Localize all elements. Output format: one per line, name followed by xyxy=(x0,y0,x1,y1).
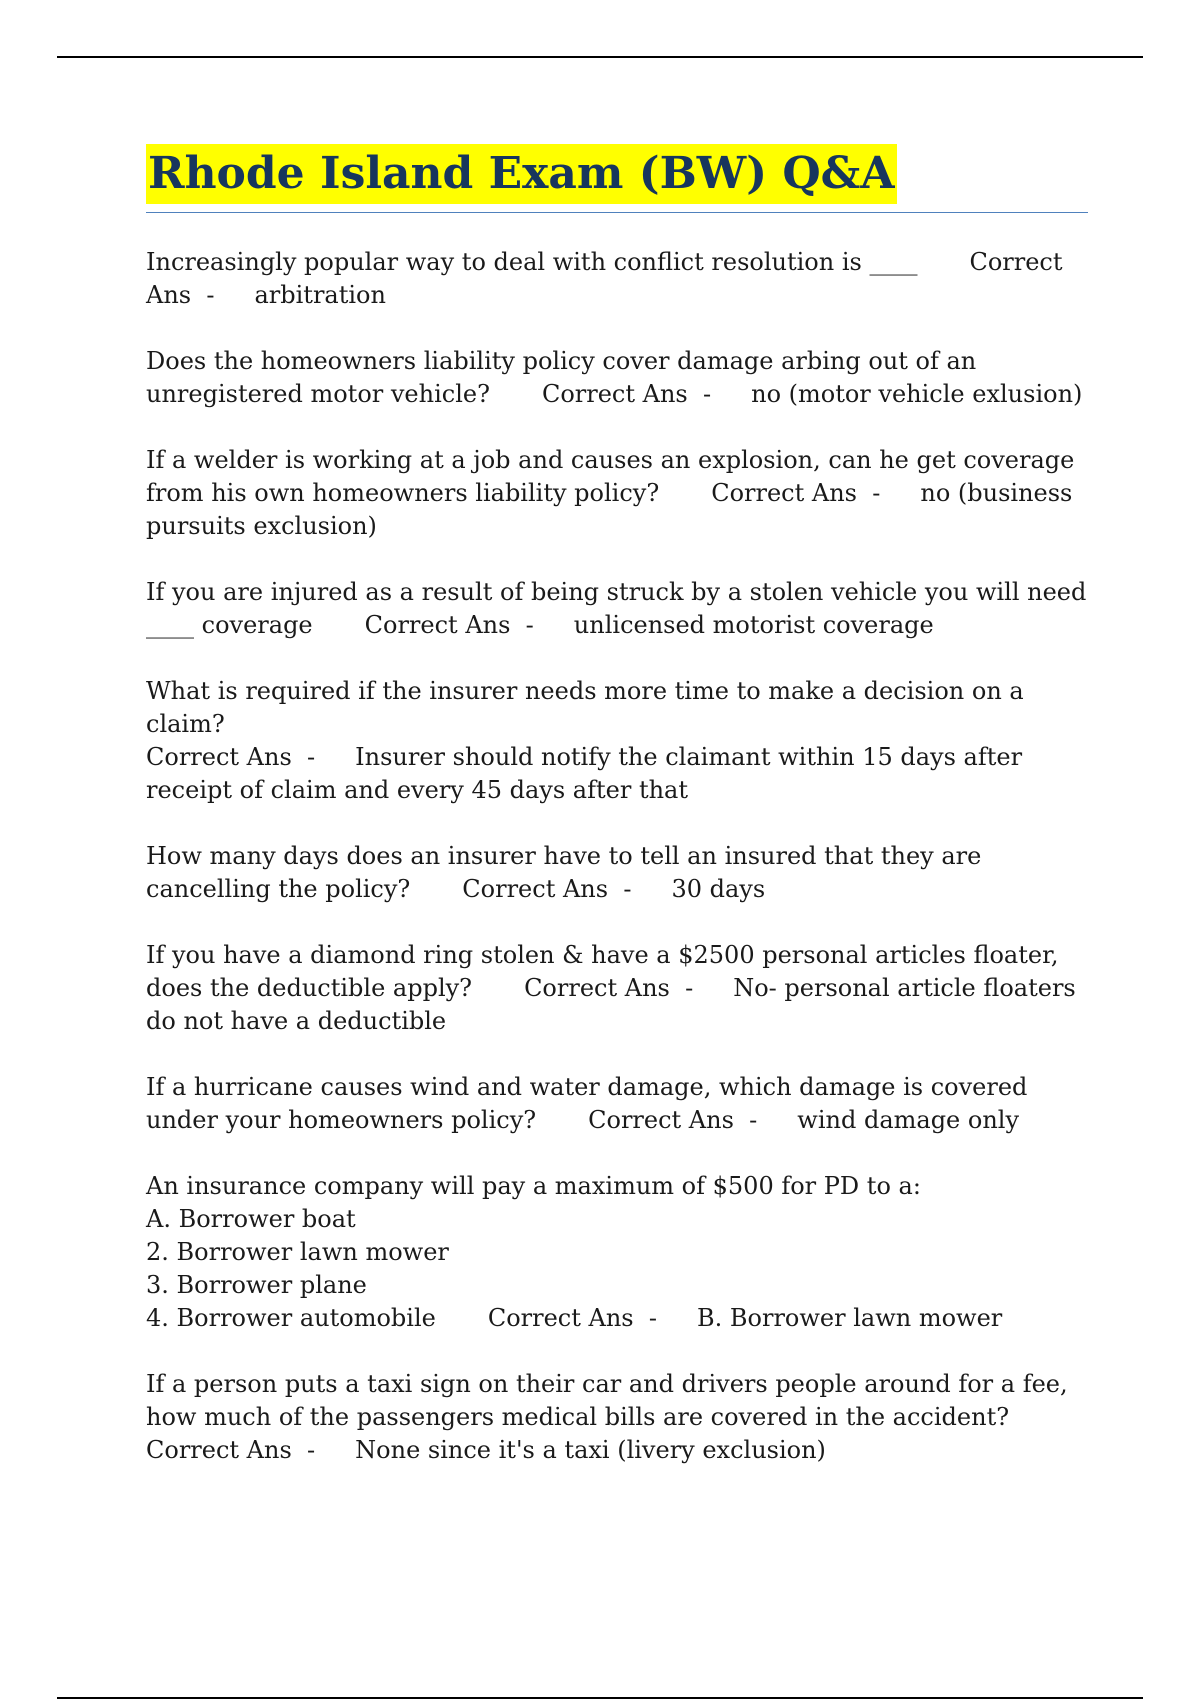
answer-text: wind damage only xyxy=(797,1106,1020,1134)
answer-text: B. Borrower lawn mower xyxy=(697,1304,1003,1332)
qa-item xyxy=(146,675,1088,807)
question-text: If you are injured as a result of being struck by a stolen vehicle you will need ____ coverage xyxy=(146,578,1095,639)
question-text: An insurance company will pay a maximum of $500 for PD to a: A. Borrower boat 2. Borrower lawn mower 3. Borrower plane 4. Borrower automobile xyxy=(146,1172,921,1332)
answer-text: Insurer should notify the claimant within 15 days after receipt of claim and every 45 days after that xyxy=(146,743,1030,804)
answer-text: 30 days xyxy=(671,875,766,903)
qa-item xyxy=(146,1071,1088,1137)
answer-prefix: Correct Ans - xyxy=(541,380,712,408)
answer-prefix: Correct Ans - xyxy=(146,248,1071,309)
answer-text: No- personal article floaters do not have a deductible xyxy=(146,974,1084,1035)
answer-text: None since it's a taxi (livery exclusion) xyxy=(355,1436,826,1464)
question-text: Does the homeowners liability policy cover damage arbing out of an unregistered motor vehicle? xyxy=(146,347,984,408)
answer-text: no (motor vehicle exlusion) xyxy=(751,380,1083,408)
answer-prefix: Correct Ans - xyxy=(524,974,694,1002)
answer-prefix: Correct Ans - xyxy=(146,743,316,771)
qa-item xyxy=(146,1368,1088,1467)
qa-item xyxy=(146,444,1088,543)
qa-item xyxy=(146,246,1088,312)
answer-prefix: Correct Ans - xyxy=(462,875,632,903)
document-body xyxy=(146,144,1095,1500)
bottom-rule xyxy=(57,1697,1143,1699)
qa-item xyxy=(146,939,1088,1038)
top-rule xyxy=(57,56,1143,58)
answer-prefix: Correct Ans - xyxy=(364,611,534,639)
question-text: Increasingly popular way to deal with conflict resolution is ____ xyxy=(146,248,918,276)
qa-item xyxy=(146,1170,1088,1335)
qa-item xyxy=(146,345,1088,411)
question-text: If a hurricane causes wind and water damage, which damage is covered under your homeowners policy? xyxy=(146,1073,1036,1134)
answer-prefix: Correct Ans - xyxy=(487,1304,657,1332)
answer-text: no (business pursuits exclusion) xyxy=(146,479,1081,540)
qa-item xyxy=(146,576,1095,642)
question-text: If a person puts a taxi sign on their car and drivers people around for a fee, how much of the passengers medical bills are covered in the accident? xyxy=(146,1370,1076,1431)
answer-prefix: Correct Ans - xyxy=(146,1436,316,1464)
qa-item xyxy=(146,840,1088,906)
answer-text: arbitration xyxy=(254,281,386,309)
answer-text: unlicensed motorist coverage xyxy=(573,611,934,639)
document-title: Rhode Island Exam (BW) Q&A xyxy=(146,144,897,204)
question-text: What is required if the insurer needs more time to make a decision on a claim? xyxy=(146,677,1032,738)
answer-prefix: Correct Ans - xyxy=(588,1106,758,1134)
title-block xyxy=(146,144,1088,213)
question-text: If a welder is working at a job and causes an explosion, can he get coverage from his own homeowners liability policy? xyxy=(146,446,1082,507)
question-text: If you have a diamond ring stolen & have a $2500 personal articles floater, does the deductible apply? xyxy=(146,941,1067,1002)
question-text: How many days does an insurer have to tell an insured that they are cancelling the policy? xyxy=(146,842,989,903)
answer-prefix: Correct Ans - xyxy=(711,479,881,507)
